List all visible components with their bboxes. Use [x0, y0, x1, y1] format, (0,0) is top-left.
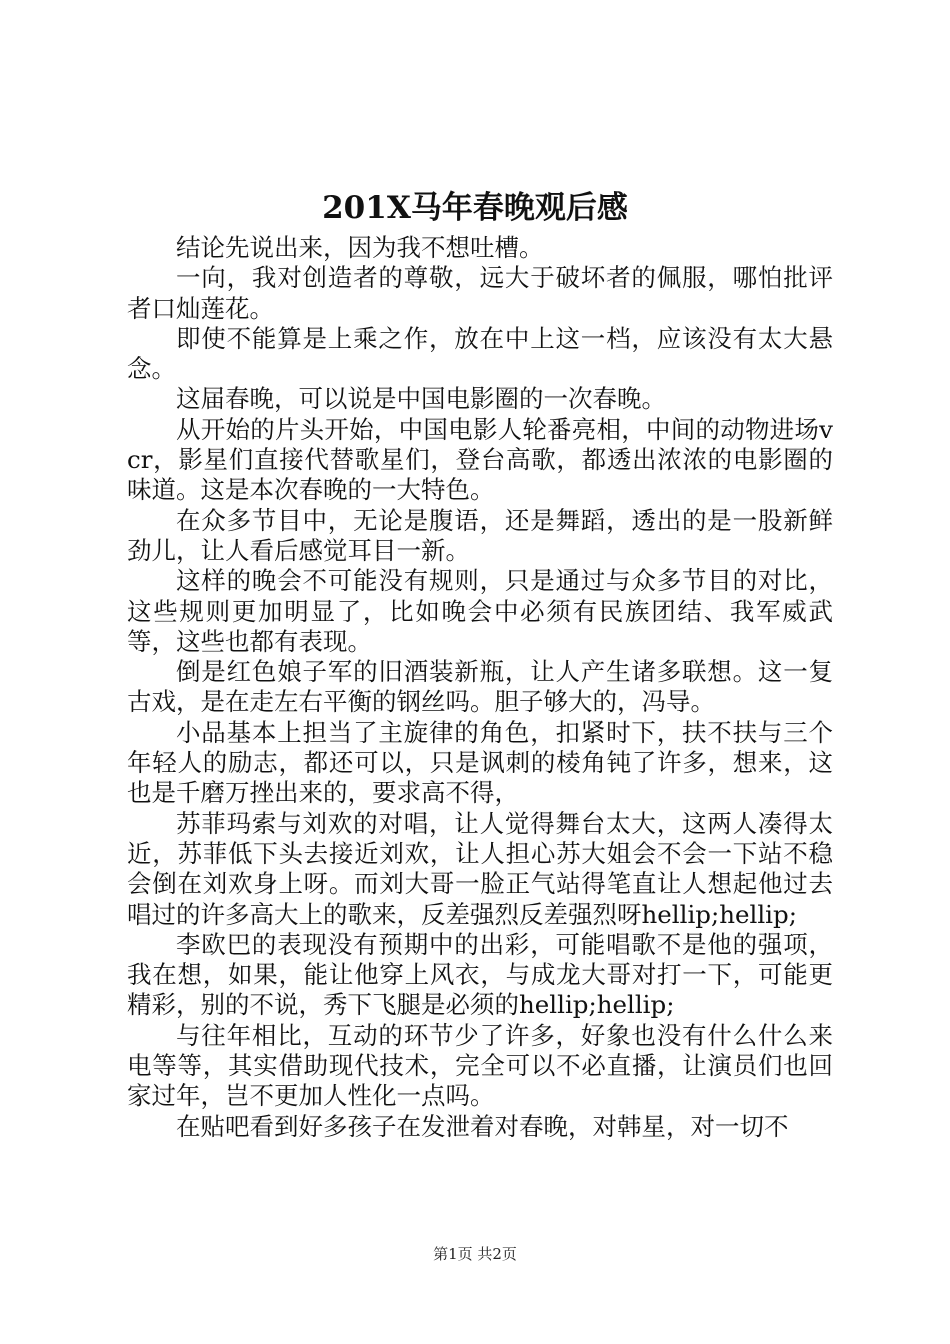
paragraph: 在众多节目中，无论是腹语，还是舞蹈，透出的是一股新鲜劲儿，让人看后感觉耳目一新。	[127, 505, 833, 565]
paragraph: 倒是红色娘子军的旧酒装新瓶，让人产生诸多联想。这一复古戏，是在走左右平衡的钢丝吗。胆子够大的，冯导。	[127, 657, 833, 717]
document-body	[127, 233, 833, 1142]
paragraph: 一向，我对创造者的尊敬，远大于破坏者的佩服，哪怕批评者口灿莲花。	[127, 263, 833, 323]
paragraph: 苏菲玛索与刘欢的对唱，让人觉得舞台太大，这两人凑得太近，苏菲低下头去接近刘欢，让人担心苏大姐会不会一下站不稳会倒在刘欢身上呀。而刘大哥一脸正气站得笔直让人想起他过去唱过的许多高大上的歌来，反差强烈反差强烈呀hellip;hellip;	[127, 808, 833, 929]
paragraph: 即使不能算是上乘之作，放在中上这一档，应该没有太大悬念。	[127, 323, 833, 384]
document-title: 201X马年春晚观后感	[322, 190, 628, 226]
paragraph: 这样的晚会不可能没有规则，只是通过与众多节目的对比，这些规则更加明显了，比如晚会中必须有民族团结、我军威武等，这些也都有表现。	[127, 566, 833, 656]
paragraph: 这届春晚，可以说是中国电影圈的一次春晚。	[176, 384, 666, 414]
paragraph: 结论先说出来，因为我不想吐槽。	[176, 233, 544, 262]
paragraph: 在贴吧看到好多孩子在发泄着对春晚，对韩星，对一切不	[176, 1111, 789, 1141]
page-number: 第1页 共2页	[433, 1245, 517, 1263]
paragraph: 与往年相比，互动的环节少了许多，好象也没有什么什么来电等等，其实借助现代技术，完全可以不必直播，让演员们也回家过年，岂不更加人性化一点吗。	[127, 1020, 833, 1111]
paragraph: 从开始的片头开始，中国电影人轮番亮相，中间的动物进场vcr，影星们直接代替歌星们，登台高歌，都透出浓浓的电影圈的味道。这是本次春晚的一大特色。	[127, 414, 833, 505]
paragraph: 李欧巴的表现没有预期中的出彩，可能唱歌不是他的强项，我在想，如果，能让他穿上风衣，与成龙大哥对打一下，可能更精彩，别的不说，秀下飞腿是必须的hellip;hellip;	[127, 929, 833, 1020]
paragraph: 小品基本上担当了主旋律的角色，扣紧时下，扶不扶与三个年轻人的励志，都还可以，只是讽刺的棱角钝了许多，想来，这也是千磨万挫出来的，要求高不得，	[127, 717, 833, 808]
